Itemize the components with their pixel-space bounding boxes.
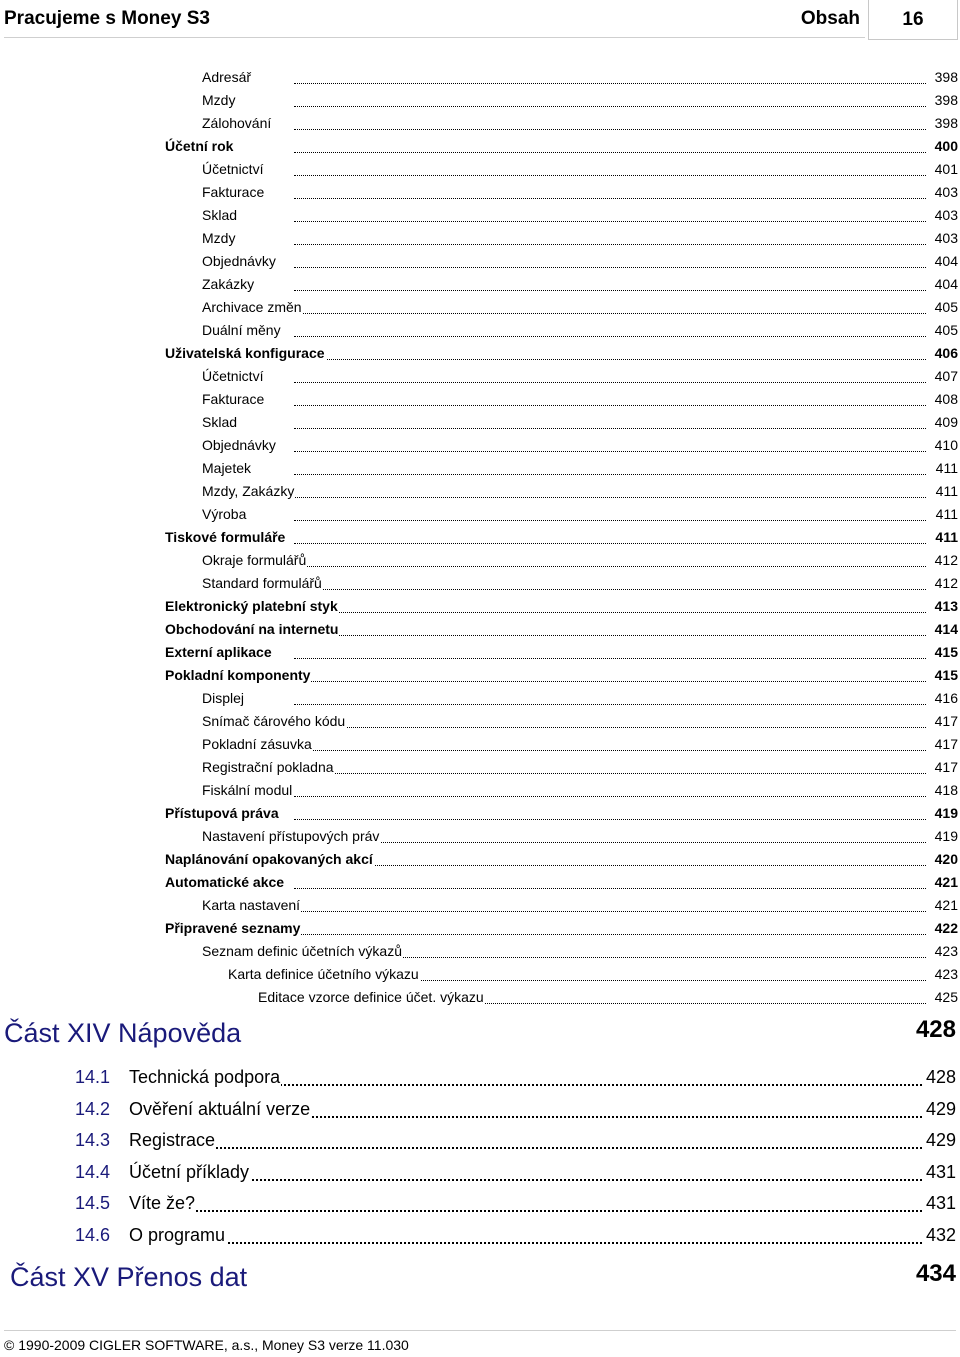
toc-entry-page: 419 — [934, 805, 958, 821]
chapter-label: Účetní příklady — [129, 1161, 250, 1182]
dot-leader — [294, 781, 926, 797]
toc-entry[interactable] — [0, 757, 960, 780]
toc-entry-label: Fakturace — [202, 184, 265, 200]
page-number: 16 — [868, 0, 958, 40]
toc-entry[interactable] — [0, 918, 960, 941]
chapter-number: 14.5 — [75, 1193, 111, 1214]
dot-leader — [294, 436, 926, 452]
chapter-entry[interactable] — [0, 1097, 960, 1127]
toc-entry[interactable] — [0, 458, 960, 481]
toc-entry[interactable] — [0, 343, 960, 366]
dot-leader — [129, 1130, 922, 1149]
toc-entry-page: 417 — [934, 713, 958, 729]
dot-leader — [294, 91, 926, 107]
toc-entry-label: Automatické akce — [165, 874, 285, 890]
toc-entry-page: 412 — [934, 552, 958, 568]
toc-entry[interactable] — [0, 435, 960, 458]
part-14-page: 428 — [915, 1016, 956, 1043]
dot-leader — [294, 873, 926, 889]
dot-leader — [294, 758, 926, 774]
toc-entry-label: Mzdy, Zakázky — [202, 483, 295, 499]
toc-entry-page: 411 — [935, 529, 958, 545]
toc-entry[interactable] — [0, 665, 960, 688]
toc-entry-page: 398 — [934, 92, 958, 108]
toc-entry-page: 405 — [934, 299, 958, 315]
toc-entry-page: 416 — [934, 690, 958, 706]
toc-entry-page: 398 — [934, 69, 958, 85]
dot-leader — [294, 482, 926, 498]
toc-entry[interactable] — [0, 481, 960, 504]
part-14-heading[interactable] — [0, 1018, 960, 1058]
toc-entry-page: 421 — [934, 874, 958, 890]
toc-entry[interactable] — [0, 734, 960, 757]
dot-leader — [294, 160, 926, 176]
toc-entry[interactable] — [0, 895, 960, 918]
toc-entry-page: 410 — [934, 437, 958, 453]
toc-entry[interactable] — [0, 872, 960, 895]
chapter-number: 14.3 — [75, 1130, 111, 1151]
toc-entry[interactable] — [0, 780, 960, 803]
toc-entry-label: Výroba — [202, 506, 247, 522]
toc-entry[interactable] — [0, 550, 960, 573]
toc-entry[interactable] — [0, 688, 960, 711]
toc-entry-label: Přístupová práva — [165, 805, 279, 821]
copyright-footer: © 1990-2009 CIGLER SOFTWARE, a.s., Money S3 verze 11.030 — [4, 1337, 409, 1353]
toc-entry[interactable] — [0, 826, 960, 849]
toc-entry[interactable] — [0, 366, 960, 389]
toc-list — [0, 67, 960, 1010]
toc-entry-label: Objednávky — [202, 437, 276, 453]
toc-entry[interactable] — [0, 113, 960, 136]
chapter-number: 14.1 — [75, 1067, 111, 1087]
toc-entry-label: Mzdy — [202, 230, 236, 246]
toc-entry-label: Účetnictví — [202, 368, 264, 384]
part-15-heading[interactable] — [0, 1262, 960, 1302]
dot-leader — [294, 620, 926, 636]
dot-leader — [294, 528, 926, 544]
toc-entry-label: Archivace změn — [202, 299, 302, 315]
toc-entry-label: Standard formulářů — [202, 575, 322, 591]
toc-entry-page: 418 — [934, 782, 958, 798]
page-header — [0, 0, 960, 42]
chapter-label: Registrace — [129, 1130, 216, 1151]
dot-leader — [294, 505, 926, 521]
section-name: Obsah — [800, 8, 860, 29]
toc-entry[interactable] — [0, 136, 960, 159]
dot-leader — [294, 643, 926, 659]
toc-entry-page: 413 — [934, 598, 958, 614]
dot-leader — [129, 1225, 922, 1244]
toc-entry[interactable] — [0, 389, 960, 412]
dot-leader — [294, 298, 926, 314]
dot-leader — [294, 413, 926, 429]
toc-entry-page: 425 — [934, 989, 958, 1005]
toc-entry-page: 421 — [934, 897, 958, 913]
chapter-number: 14.4 — [75, 1161, 111, 1182]
toc-entry[interactable] — [0, 159, 960, 182]
toc-entry-page: 403 — [934, 230, 958, 246]
toc-entry[interactable] — [0, 803, 960, 826]
document-title: Pracujeme s Money S3 — [4, 8, 210, 29]
toc-entry-label: Snímač čárového kódu — [202, 713, 346, 729]
chapter-page: 431 — [925, 1193, 956, 1214]
dot-leader — [294, 275, 926, 291]
toc-entry[interactable] — [0, 251, 960, 274]
toc-entry[interactable] — [0, 619, 960, 642]
toc-entry[interactable] — [0, 527, 960, 550]
toc-entry-page: 411 — [935, 506, 958, 522]
chapter-entry[interactable] — [0, 1223, 960, 1253]
toc-entry-page: 404 — [934, 276, 958, 292]
chapter-number: 14.2 — [75, 1098, 111, 1119]
part-14-title: Část XIV Nápověda — [4, 1018, 242, 1048]
toc-entry-label: Nastavení přístupových práv — [202, 828, 380, 844]
dot-leader — [294, 183, 926, 199]
dot-leader — [294, 689, 926, 705]
toc-entry-label: Objednávky — [202, 253, 276, 269]
chapter-label: Ověření aktuální verze — [129, 1098, 311, 1119]
dot-leader — [294, 137, 926, 153]
toc-entry-page: 403 — [934, 184, 958, 200]
dot-leader — [294, 344, 926, 360]
toc-entry[interactable] — [0, 90, 960, 113]
toc-entry-page: 415 — [934, 667, 958, 683]
toc-entry-label: Tiskové formuláře — [165, 529, 286, 545]
toc-entry-label: Připravené seznamy — [165, 920, 301, 936]
toc-entry[interactable] — [0, 412, 960, 435]
chapter-entry[interactable] — [0, 1128, 960, 1158]
toc-entry-page: 401 — [934, 161, 958, 177]
toc-entry-label: Registrační pokladna — [202, 759, 334, 775]
dot-leader — [294, 114, 926, 130]
toc-entry-page: 420 — [934, 851, 958, 867]
chapter-page: 428 — [925, 1067, 956, 1087]
toc-entry-page: 400 — [934, 138, 958, 154]
toc-entry-label: Pokladní komponenty — [165, 667, 311, 683]
toc-entry-label: Účetní rok — [165, 138, 234, 154]
toc-entry-label: Zálohování — [202, 115, 272, 131]
toc-entry-label: Fakturace — [202, 391, 265, 407]
dot-leader — [294, 390, 926, 406]
footer-divider — [4, 1330, 956, 1331]
toc-entry-label: Karta definice účetního výkazu — [228, 966, 419, 982]
toc-entry-label: Displej — [202, 690, 245, 706]
chapter-page: 431 — [925, 1161, 956, 1182]
toc-entry-page: 411 — [935, 483, 958, 499]
toc-entry-label: Karta nastavení — [202, 897, 301, 913]
toc-entry-page: 411 — [935, 460, 958, 476]
toc-entry[interactable] — [0, 596, 960, 619]
toc-entry-page: 409 — [934, 414, 958, 430]
toc-entry[interactable] — [0, 205, 960, 228]
toc-entry-page: 415 — [934, 644, 958, 660]
dot-leader — [294, 896, 926, 912]
chapter-entry[interactable] — [0, 1191, 960, 1221]
dot-leader — [294, 804, 926, 820]
toc-entry[interactable] — [0, 573, 960, 596]
toc-entry[interactable] — [0, 964, 960, 987]
toc-entry[interactable] — [0, 642, 960, 665]
chapter-label: O programu — [129, 1225, 226, 1245]
toc-entry-label: Mzdy — [202, 92, 236, 108]
chapter-page: 429 — [925, 1098, 956, 1119]
dot-leader — [294, 597, 926, 613]
toc-entry-page: 403 — [934, 207, 958, 223]
toc-entry-page: 407 — [934, 368, 958, 384]
dot-leader — [294, 574, 926, 590]
toc-entry-label: Pokladní zásuvka — [202, 736, 312, 752]
toc-entry-page: 405 — [934, 322, 958, 338]
toc-entry[interactable] — [0, 320, 960, 343]
dot-leader — [294, 367, 926, 383]
toc-entry-label: Okraje formulářů — [202, 552, 307, 568]
toc-entry-page: 404 — [934, 253, 958, 269]
dot-leader — [294, 68, 926, 84]
toc-entry-page: 417 — [934, 736, 958, 752]
toc-entry-label: Elektronický platební styk — [165, 598, 338, 614]
toc-entry-label: Externí aplikace — [165, 644, 272, 660]
toc-entry-label: Naplánování opakovaných akcí — [165, 851, 373, 867]
toc-entry-page: 419 — [934, 828, 958, 844]
chapter-page: 432 — [925, 1225, 956, 1245]
toc-entry-label: Fiskální modul — [202, 782, 293, 798]
toc-entry[interactable] — [0, 849, 960, 872]
toc-entry[interactable] — [0, 67, 960, 90]
toc-entry-page: 423 — [934, 943, 958, 959]
dot-leader — [294, 850, 926, 866]
toc-entry-label: Uživatelská konfigurace — [165, 345, 325, 361]
toc-entry[interactable] — [0, 504, 960, 527]
dot-leader — [294, 712, 926, 728]
toc-entry-label: Obchodování na internetu — [165, 621, 339, 637]
toc-entry[interactable] — [0, 274, 960, 297]
toc-entry-label: Zakázky — [202, 276, 255, 292]
part-15-title: Část XV Přenos dat — [10, 1262, 248, 1292]
toc-entry[interactable] — [0, 228, 960, 251]
toc-entry-label: Seznam definic účetních výkazů — [202, 943, 402, 959]
dot-leader — [294, 321, 926, 337]
toc-entry-page: 398 — [934, 115, 958, 131]
toc-entry-label: Adresář — [202, 69, 252, 85]
toc-entry-label: Editace vzorce definice účet. výkazu — [258, 989, 484, 1005]
toc-entry[interactable] — [0, 711, 960, 734]
dot-leader — [294, 735, 926, 751]
toc-entry[interactable] — [0, 941, 960, 964]
dot-leader — [294, 827, 926, 843]
chapter-label: Víte že? — [129, 1193, 196, 1214]
toc-entry-page: 422 — [934, 920, 958, 936]
chapter-entry[interactable] — [0, 1065, 960, 1095]
chapter-label: Technická podpora — [129, 1067, 281, 1087]
dot-leader — [294, 206, 926, 222]
chapter-number: 14.6 — [75, 1225, 111, 1245]
header-divider — [4, 37, 865, 38]
toc-entry-label: Majetek — [202, 460, 252, 476]
dot-leader — [294, 229, 926, 245]
toc-entry-page: 406 — [934, 345, 958, 361]
toc-entry-label: Účetnictví — [202, 161, 264, 177]
toc-entry-label: Duální měny — [202, 322, 281, 338]
toc-entry-page: 412 — [934, 575, 958, 591]
toc-entry[interactable] — [0, 297, 960, 320]
toc-entry-label: Sklad — [202, 207, 238, 223]
toc-entry-page: 408 — [934, 391, 958, 407]
chapter-page: 429 — [925, 1130, 956, 1151]
toc-entry[interactable] — [0, 987, 960, 1010]
toc-entry[interactable] — [0, 182, 960, 205]
toc-entry-page: 417 — [934, 759, 958, 775]
dot-leader — [294, 551, 926, 567]
toc-entry-page: 423 — [934, 966, 958, 982]
part-15-page: 434 — [915, 1260, 956, 1287]
chapter-entry[interactable] — [0, 1160, 960, 1190]
dot-leader — [294, 252, 926, 268]
dot-leader — [294, 919, 926, 935]
dot-leader — [129, 1193, 922, 1212]
dot-leader — [294, 666, 926, 682]
toc-entry-label: Sklad — [202, 414, 238, 430]
toc-entry-page: 414 — [934, 621, 958, 637]
dot-leader — [294, 459, 926, 475]
